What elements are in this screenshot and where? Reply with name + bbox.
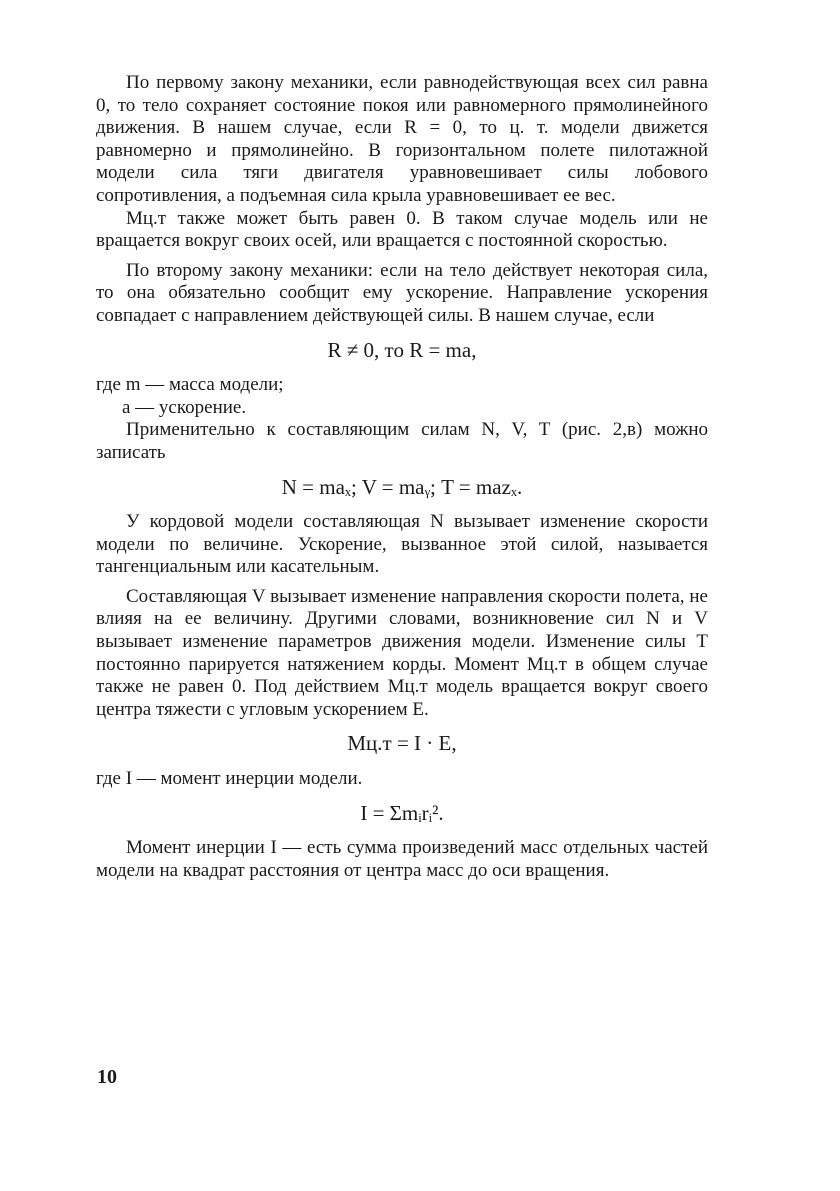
page-number: 10 — [97, 1066, 117, 1088]
paragraph-inertia-definition: Момент инерции I — есть сумма произведений масс отдельных частей модели на квадрат расстояния от центра масс до оси вращения. — [96, 837, 708, 881]
definition-inertia: где I — момент инерции модели. — [96, 768, 363, 790]
definition-inertia-wrap — [96, 768, 708, 791]
formula-moment: Mц.т = I · E, — [347, 731, 457, 756]
formula-inertia: I = Σmᵢrᵢ². — [360, 800, 444, 825]
body-text — [96, 72, 708, 882]
formula-components: N = maₓ; V = maᵧ; T = mazₓ. — [281, 474, 523, 499]
paragraph-first-law: По первому закону механики, если равнодействующая всех сил равна 0, то тело сохраняет состояние покоя или равномерного прямолинейного движения. В нашем случае, если R = 0, то ц. т. модели движется равномерно и прямолинейно. В горизонтальном полете пилотажной модели сила тяги двигателя уравновешивает силы лобового сопротивления, а подъемная сила крыла уравновешивает ее вес. — [96, 72, 708, 206]
paragraph-components: Применительно к составляющим силам N, V, T (рис. 2,в) можно записать — [96, 419, 708, 463]
paragraph-component-n: У кордовой модели составляющая N вызывает изменение скорости модели по величине. Ускорение, вызванное этой силой, называется тангенциальным или касательным. — [96, 511, 708, 578]
formula-r-ma: R ≠ 0, то R = ma, — [327, 337, 477, 362]
definition-acceleration: a — ускорение. — [122, 396, 247, 418]
definitions-m-a — [96, 374, 708, 419]
paragraph-component-v: Составляющая V вызывает изменение направления скорости полета, не влияя на ее величину. Другими словами, возникновение сил N и V вызывает изменение параметров движения модели. Изменение силы T постоянно парируется натяжением корды. Момент Mц.т в общем случае также не равен 0. Под действием Mц.т модель вращается вокруг своего центра тяжести с угловым ускорением E. — [96, 585, 708, 720]
paragraph-moment-zero: Mц.т также может быть равен 0. В таком случае модель или не вращается вокруг своих осей, или вращается с постоянной скоростью. — [96, 207, 708, 252]
definition-mass: где m — масса модели; — [96, 374, 284, 396]
paragraph-second-law: По второму закону механики: если на тело действует некоторая сила, то она обязательно сообщит ему ускорение. Направление ускорения совпадает с направлением действующей силы. В нашем случае, если — [96, 259, 708, 326]
